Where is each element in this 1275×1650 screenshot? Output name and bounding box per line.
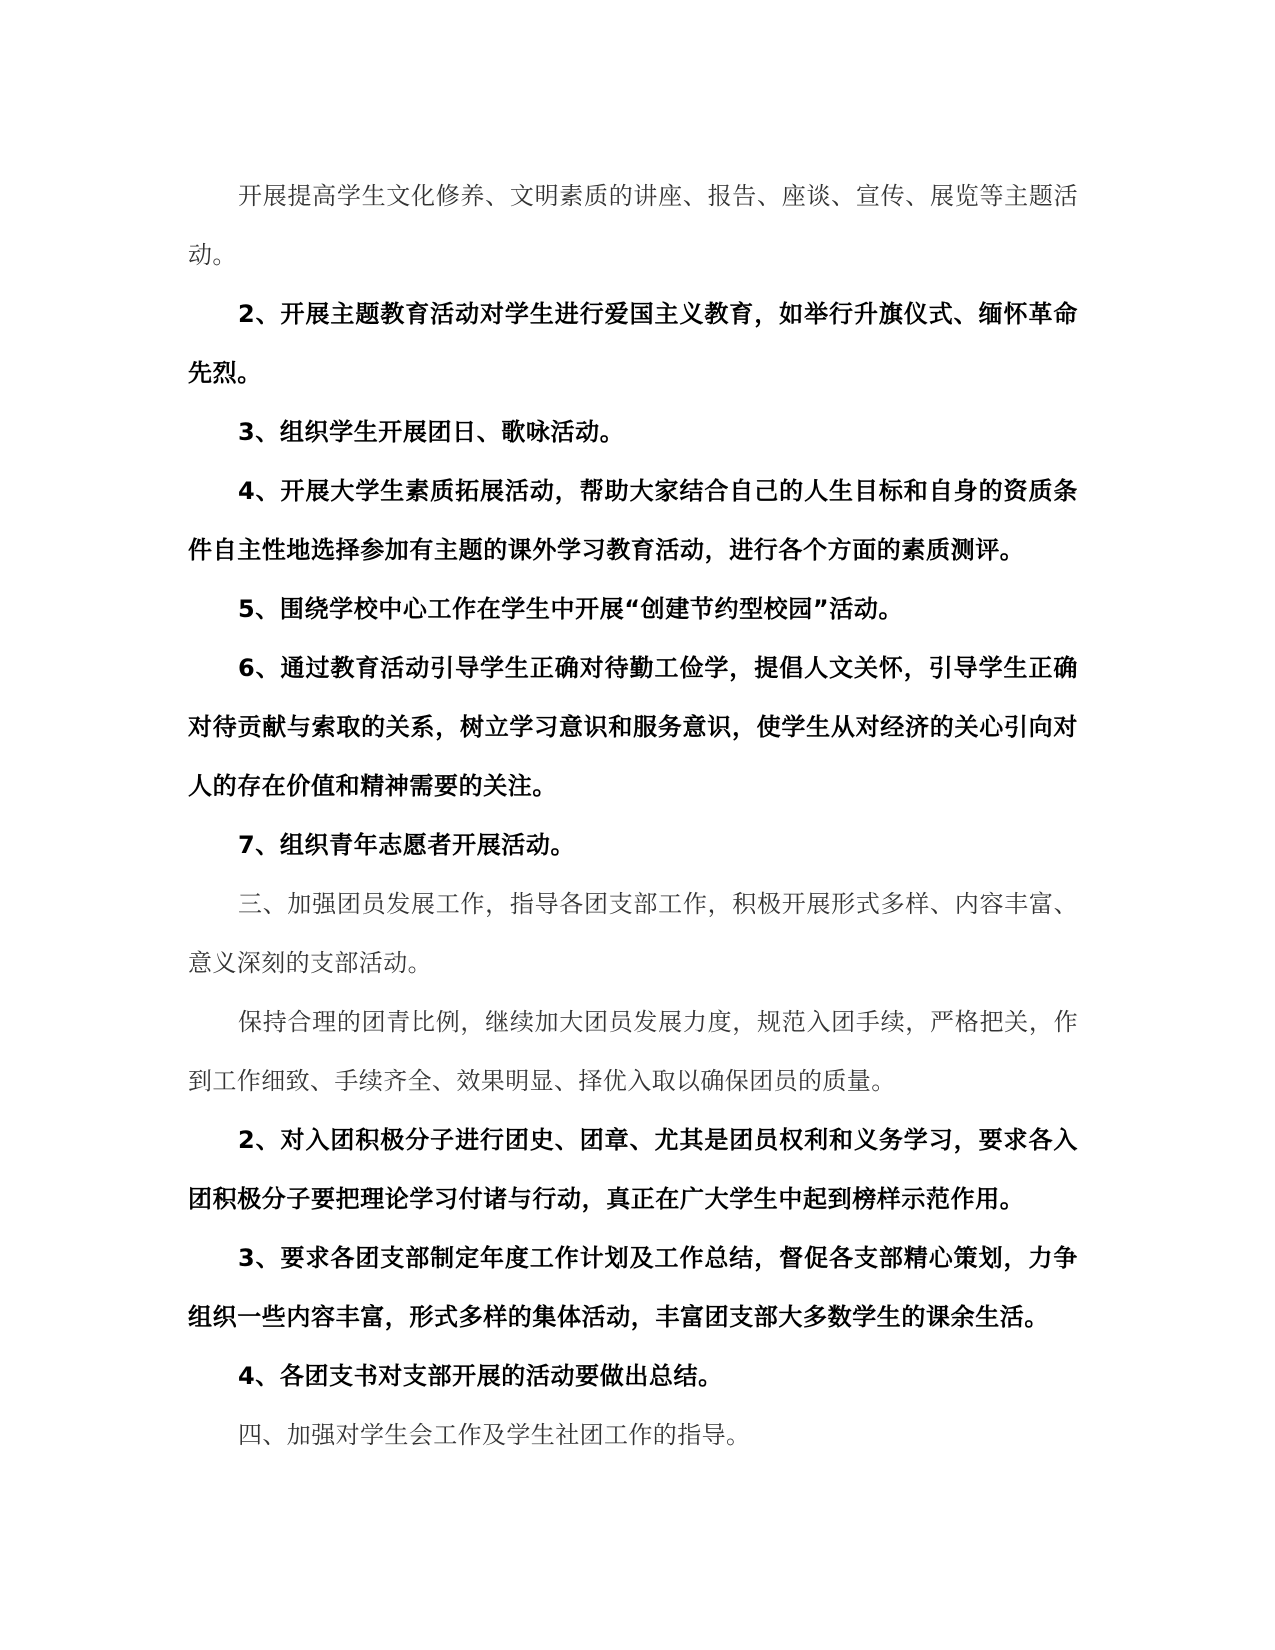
paragraph-9: 保持合理的团青比例，继续加大团员发展力度，规范入团手续，严格把关，作到工作细致、手续齐全、效果明显、择优入取以确保团员的质量。 (188, 1008, 1078, 1095)
document-body (188, 167, 1078, 1465)
paragraph-4: 4、开展大学生素质拓展活动，帮助大家结合自己的人生目标和自身的资质条件自主性地选择参加有主题的课外学习教育活动，进行各个方面的素质测评。 (188, 477, 1078, 564)
paragraph-2: 2、开展主题教育活动对学生进行爱国主义教育，如举行升旗仪式、缅怀革命先烈。 (188, 300, 1078, 387)
paragraph-10: 2、对入团积极分子进行团史、团章、尤其是团员权利和义务学习，要求各入团积极分子要把理论学习付诸与行动，真正在广大学生中起到榜样示范作用。 (188, 1126, 1078, 1213)
paragraph-1: 开展提高学生文化修养、文明素质的讲座、报告、座谈、宣传、展览等主题活动。 (188, 182, 1078, 269)
paragraph-7: 7、组织青年志愿者开展活动。 (238, 831, 576, 859)
paragraph-3: 3、组织学生开展团日、歌咏活动。 (238, 418, 625, 446)
paragraph-13: 四、加强对学生会工作及学生社团工作的指导。 (238, 1421, 751, 1449)
paragraph-5: 5、围绕学校中心工作在学生中开展“创建节约型校园”活动。 (238, 595, 904, 623)
paragraph-8: 三、加强团员发展工作，指导各团支部工作，积极开展形式多样、内容丰富、意义深刻的支部活动。 (188, 890, 1078, 977)
paragraph-12: 4、各团支书对支部开展的活动要做出总结。 (238, 1362, 723, 1390)
paragraph-6: 6、通过教育活动引导学生正确对待勤工俭学，提倡人文关怀，引导学生正确对待贡献与索取的关系，树立学习意识和服务意识，使学生从对经济的关心引向对人的存在价值和精神需要的关注。 (188, 654, 1078, 800)
paragraph-11: 3、要求各团支部制定年度工作计划及工作总结，督促各支部精心策划，力争组织一些内容丰富，形式多样的集体活动，丰富团支部大多数学生的课余生活。 (188, 1244, 1078, 1331)
